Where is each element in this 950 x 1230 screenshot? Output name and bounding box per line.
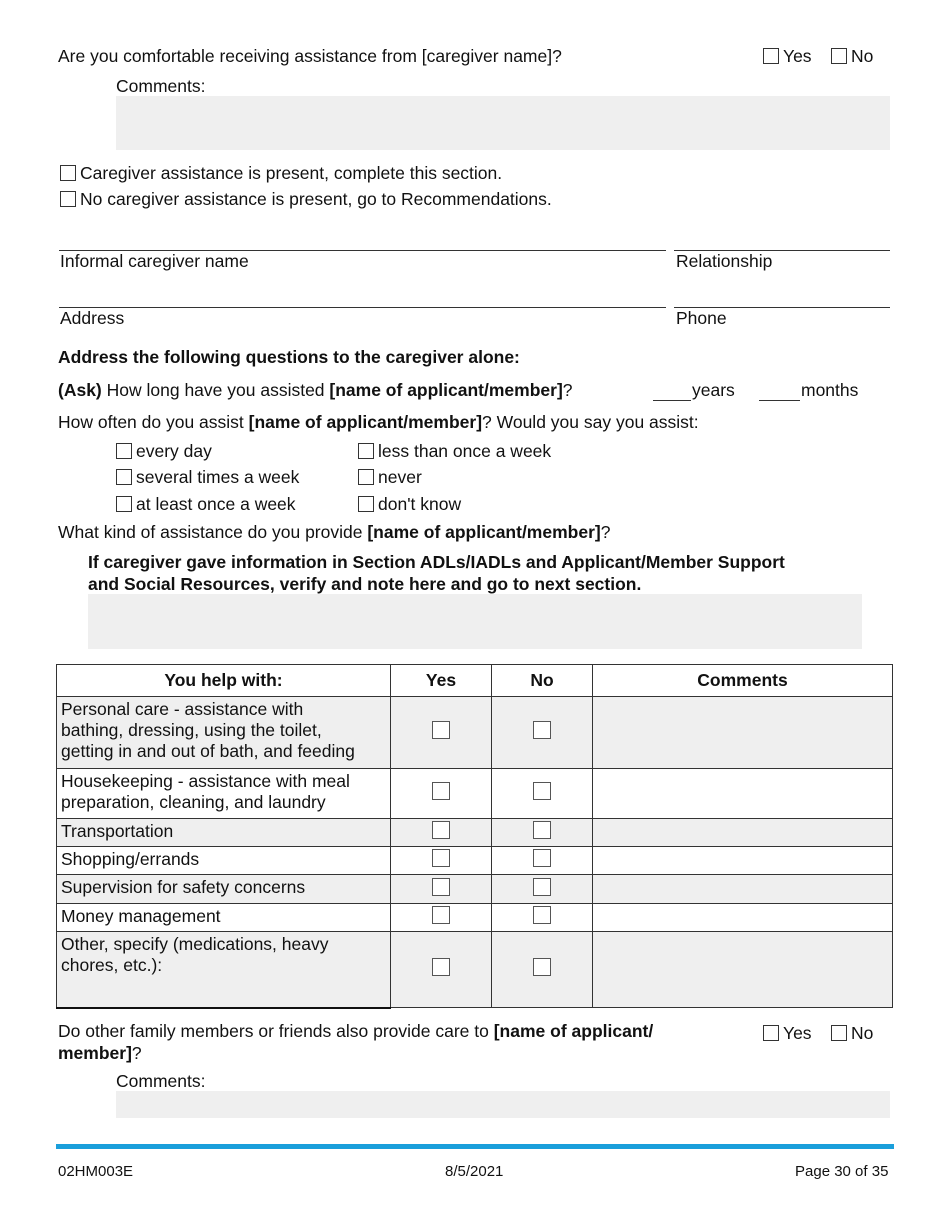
yes-checkbox[interactable] xyxy=(432,878,450,896)
row-label: Money management xyxy=(57,904,391,932)
years-field[interactable] xyxy=(653,400,691,401)
comments-cell[interactable] xyxy=(593,904,893,932)
freq-once-weekly[interactable]: at least once a week xyxy=(116,494,296,515)
no-checkbox[interactable] xyxy=(533,721,551,739)
checkbox[interactable] xyxy=(116,469,132,485)
phone-label: Phone xyxy=(676,308,727,328)
checkbox[interactable] xyxy=(116,443,132,459)
row-label: Housekeeping - assistance with meal preparation, cleaning, and laundry xyxy=(57,769,391,819)
row-label[interactable]: Other, specify (medications, heavy chores, etc.): xyxy=(57,932,391,1008)
page-number: Page 30 of 35 xyxy=(795,1163,889,1180)
question-other-care-cont: member]? xyxy=(58,1043,142,1063)
q1-yes[interactable]: Yes xyxy=(763,46,812,67)
assistance-table xyxy=(56,664,893,1009)
no-checkbox[interactable] xyxy=(533,782,551,800)
checkbox[interactable] xyxy=(60,191,76,207)
caregiver-absent-option[interactable]: No caregiver assistance is present, go to Recommendations. xyxy=(60,189,552,210)
checkbox[interactable] xyxy=(831,48,847,64)
comments-cell[interactable] xyxy=(593,932,893,1008)
no-checkbox[interactable] xyxy=(533,958,551,976)
checkbox[interactable] xyxy=(358,496,374,512)
address-label: Address xyxy=(60,308,125,328)
yes-checkbox[interactable] xyxy=(432,849,450,867)
yes-checkbox[interactable] xyxy=(432,958,450,976)
freq-every-day[interactable]: every day xyxy=(116,441,212,462)
table-row xyxy=(57,847,893,875)
yes-checkbox[interactable] xyxy=(432,782,450,800)
q1-no[interactable]: No xyxy=(831,46,873,67)
note-field[interactable] xyxy=(88,594,862,649)
yes-checkbox[interactable] xyxy=(432,906,450,924)
note-line: and Social Resources, verify and note here and go to next section. xyxy=(88,574,642,594)
row-label: Transportation xyxy=(57,819,391,847)
comments-cell[interactable] xyxy=(593,769,893,819)
note-line: If caregiver gave information in Section ADLs/IADLs and Applicant/Member Support xyxy=(88,552,785,572)
table-row xyxy=(57,819,893,847)
comments-field-1[interactable] xyxy=(116,96,890,150)
freq-less-than-weekly[interactable]: less than once a week xyxy=(358,441,551,462)
table-row xyxy=(57,932,893,1008)
row-label: Supervision for safety concerns xyxy=(57,875,391,904)
comments-cell[interactable] xyxy=(593,819,893,847)
comments-label: Comments: xyxy=(116,1071,206,1091)
checkbox[interactable] xyxy=(358,469,374,485)
months-label: months xyxy=(801,380,859,400)
years-label: years xyxy=(692,380,735,400)
header-help-with: You help with: xyxy=(57,665,391,697)
form-date: 8/5/2021 xyxy=(445,1163,504,1180)
q-other-yes[interactable]: Yes xyxy=(763,1023,812,1044)
no-checkbox[interactable] xyxy=(533,849,551,867)
question-kind: What kind of assistance do you provide [name of applicant/member]? xyxy=(58,522,611,542)
yes-checkbox[interactable] xyxy=(432,721,450,739)
footer-rule xyxy=(56,1144,894,1149)
header-no: No xyxy=(492,665,593,697)
months-field[interactable] xyxy=(759,400,800,401)
no-checkbox[interactable] xyxy=(533,878,551,896)
comments-label: Comments: xyxy=(116,76,206,96)
freq-dont-know[interactable]: don't know xyxy=(358,494,461,515)
yes-checkbox[interactable] xyxy=(432,821,450,839)
comments-cell[interactable] xyxy=(593,847,893,875)
freq-several-times[interactable]: several times a week xyxy=(116,467,299,488)
question-comfortable: Are you comfortable receiving assistance from [caregiver name]? xyxy=(58,46,562,66)
question-other-care: Do other family members or friends also provide care to [name of applicant/ xyxy=(58,1021,654,1041)
checkbox[interactable] xyxy=(358,443,374,459)
caregiver-present-option[interactable]: Caregiver assistance is present, complete this section. xyxy=(60,163,502,184)
comments-cell[interactable] xyxy=(593,697,893,769)
address-field[interactable] xyxy=(59,307,666,308)
comments-cell[interactable] xyxy=(593,875,893,904)
row-label: Shopping/errands xyxy=(57,847,391,875)
table-row xyxy=(57,769,893,819)
row-label: Personal care - assistance with bathing, dressing, using the toilet, getting in and out of bath, and feeding xyxy=(57,697,391,769)
comments-field-2[interactable] xyxy=(116,1091,890,1118)
table-row xyxy=(57,697,893,769)
name-label: Informal caregiver name xyxy=(60,251,249,271)
checkbox[interactable] xyxy=(116,496,132,512)
q-other-no[interactable]: No xyxy=(831,1023,873,1044)
table-row xyxy=(57,904,893,932)
table-row xyxy=(57,875,893,904)
header-yes: Yes xyxy=(391,665,492,697)
no-checkbox[interactable] xyxy=(533,906,551,924)
form-code: 02HM003E xyxy=(58,1163,134,1180)
instruction: Address the following questions to the caregiver alone: xyxy=(58,347,520,367)
checkbox[interactable] xyxy=(763,48,779,64)
checkbox[interactable] xyxy=(831,1025,847,1041)
question-how-often: How often do you assist [name of applicant/member]? Would you say you assist: xyxy=(58,412,699,432)
relationship-label: Relationship xyxy=(676,251,773,271)
question-how-long: (Ask) How long have you assisted [name of applicant/member]? xyxy=(58,380,573,400)
checkbox[interactable] xyxy=(763,1025,779,1041)
freq-never[interactable]: never xyxy=(358,467,422,488)
checkbox[interactable] xyxy=(60,165,76,181)
no-checkbox[interactable] xyxy=(533,821,551,839)
header-comments: Comments xyxy=(593,665,893,697)
